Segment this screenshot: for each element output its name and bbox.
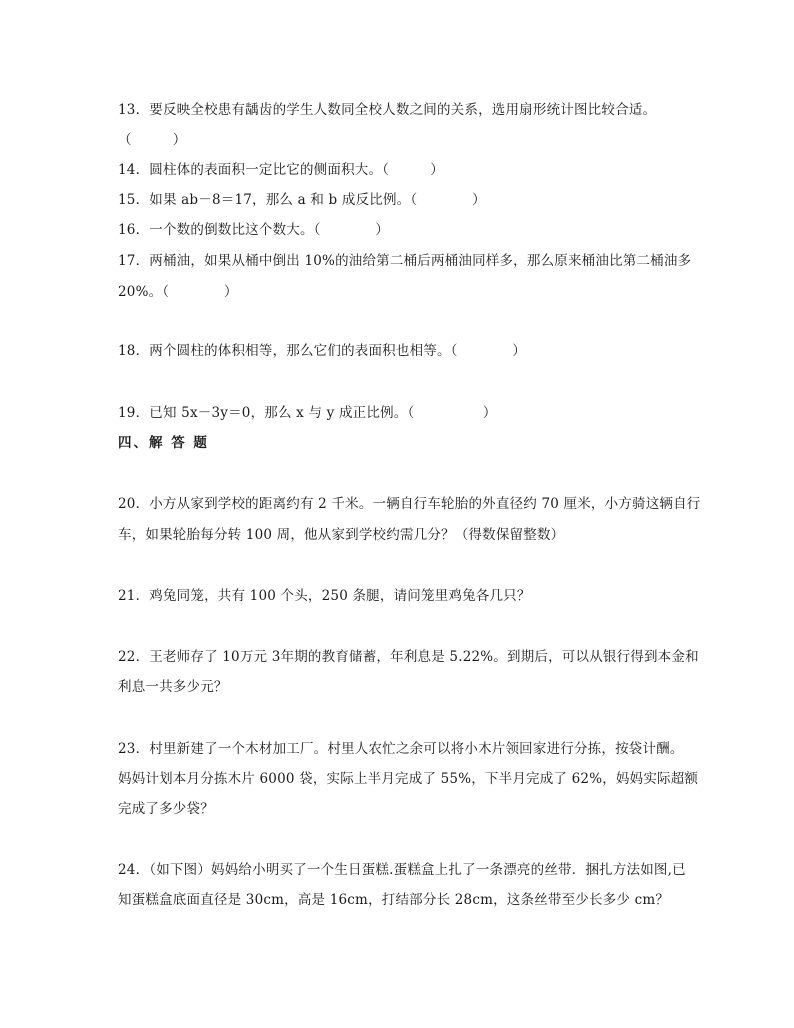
question-18: 18．两个圆柱的体积相等，那么它们的表面积也相等。（ ） xyxy=(118,343,527,359)
question-23-continued-2: 完成了多少袋？ xyxy=(118,801,214,817)
question-24: 24．（如下图）妈妈给小明买了一个生日蛋糕.蛋糕盒上扎了一条漂亮的丝带．捆扎方法如图,已 xyxy=(118,862,686,878)
question-23-continued-1: 妈妈计划本月分拣木片 6000 袋，实际上半月完成了 55%，下半月完成了 62%，妈妈实际超额 xyxy=(118,771,699,787)
question-15: 15．如果 ab－8＝17，那么 a 和 b 成反比例。（ ） xyxy=(118,192,486,208)
question-14: 14．圆柱体的表面积一定比它的侧面积大。（ ） xyxy=(118,162,444,178)
question-24-continued: 知蛋糕盒底面直径是 30cm，高是 16cm，打结部分长 28cm，这条丝带至少长多少 cm？ xyxy=(118,892,670,908)
question-13-answer-blank: （ ） xyxy=(118,132,187,148)
question-20: 20．小方从家到学校的距离约有 2 千米。一辆自行车轮胎的外直径约 70 厘米，小方骑这辆自行 xyxy=(118,496,701,512)
question-21: 21．鸡兔同笼，共有 100 个头，250 条腿，请问笼里鸡兔各几只？ xyxy=(118,588,531,604)
question-13: 13．要反映全校患有龋齿的学生人数同全校人数之间的关系，选用扇形统计图比较合适。 xyxy=(118,102,657,118)
question-17-continued: 20%。（ ） xyxy=(118,284,238,300)
question-22: 22．王老师存了 10万元 3年期的教育储蓄，年利息是 5.22%。到期后，可以从银行得到本金和 xyxy=(118,649,699,665)
question-19: 19．已知 5x－3y＝0，那么 x 与 y 成正比例。（ ） xyxy=(118,405,497,421)
question-23: 23．村里新建了一个木材加工厂。村里人农忙之余可以将小木片领回家进行分拣，按袋计酬。 xyxy=(118,741,684,757)
question-16: 16．一个数的倒数比这个数大。（ ） xyxy=(118,222,390,238)
question-22-continued: 利息一共多少元？ xyxy=(118,679,228,695)
section-heading: 四、解 答 题 xyxy=(118,435,209,451)
question-17: 17．两桶油，如果从桶中倒出 10%的油给第二桶后两桶油同样多，那么原来桶油比第二桶油多 xyxy=(118,253,692,269)
question-20-continued: 车，如果轮胎每分转 100 周，他从家到学校约需几分？（得数保留整数） xyxy=(118,527,565,543)
